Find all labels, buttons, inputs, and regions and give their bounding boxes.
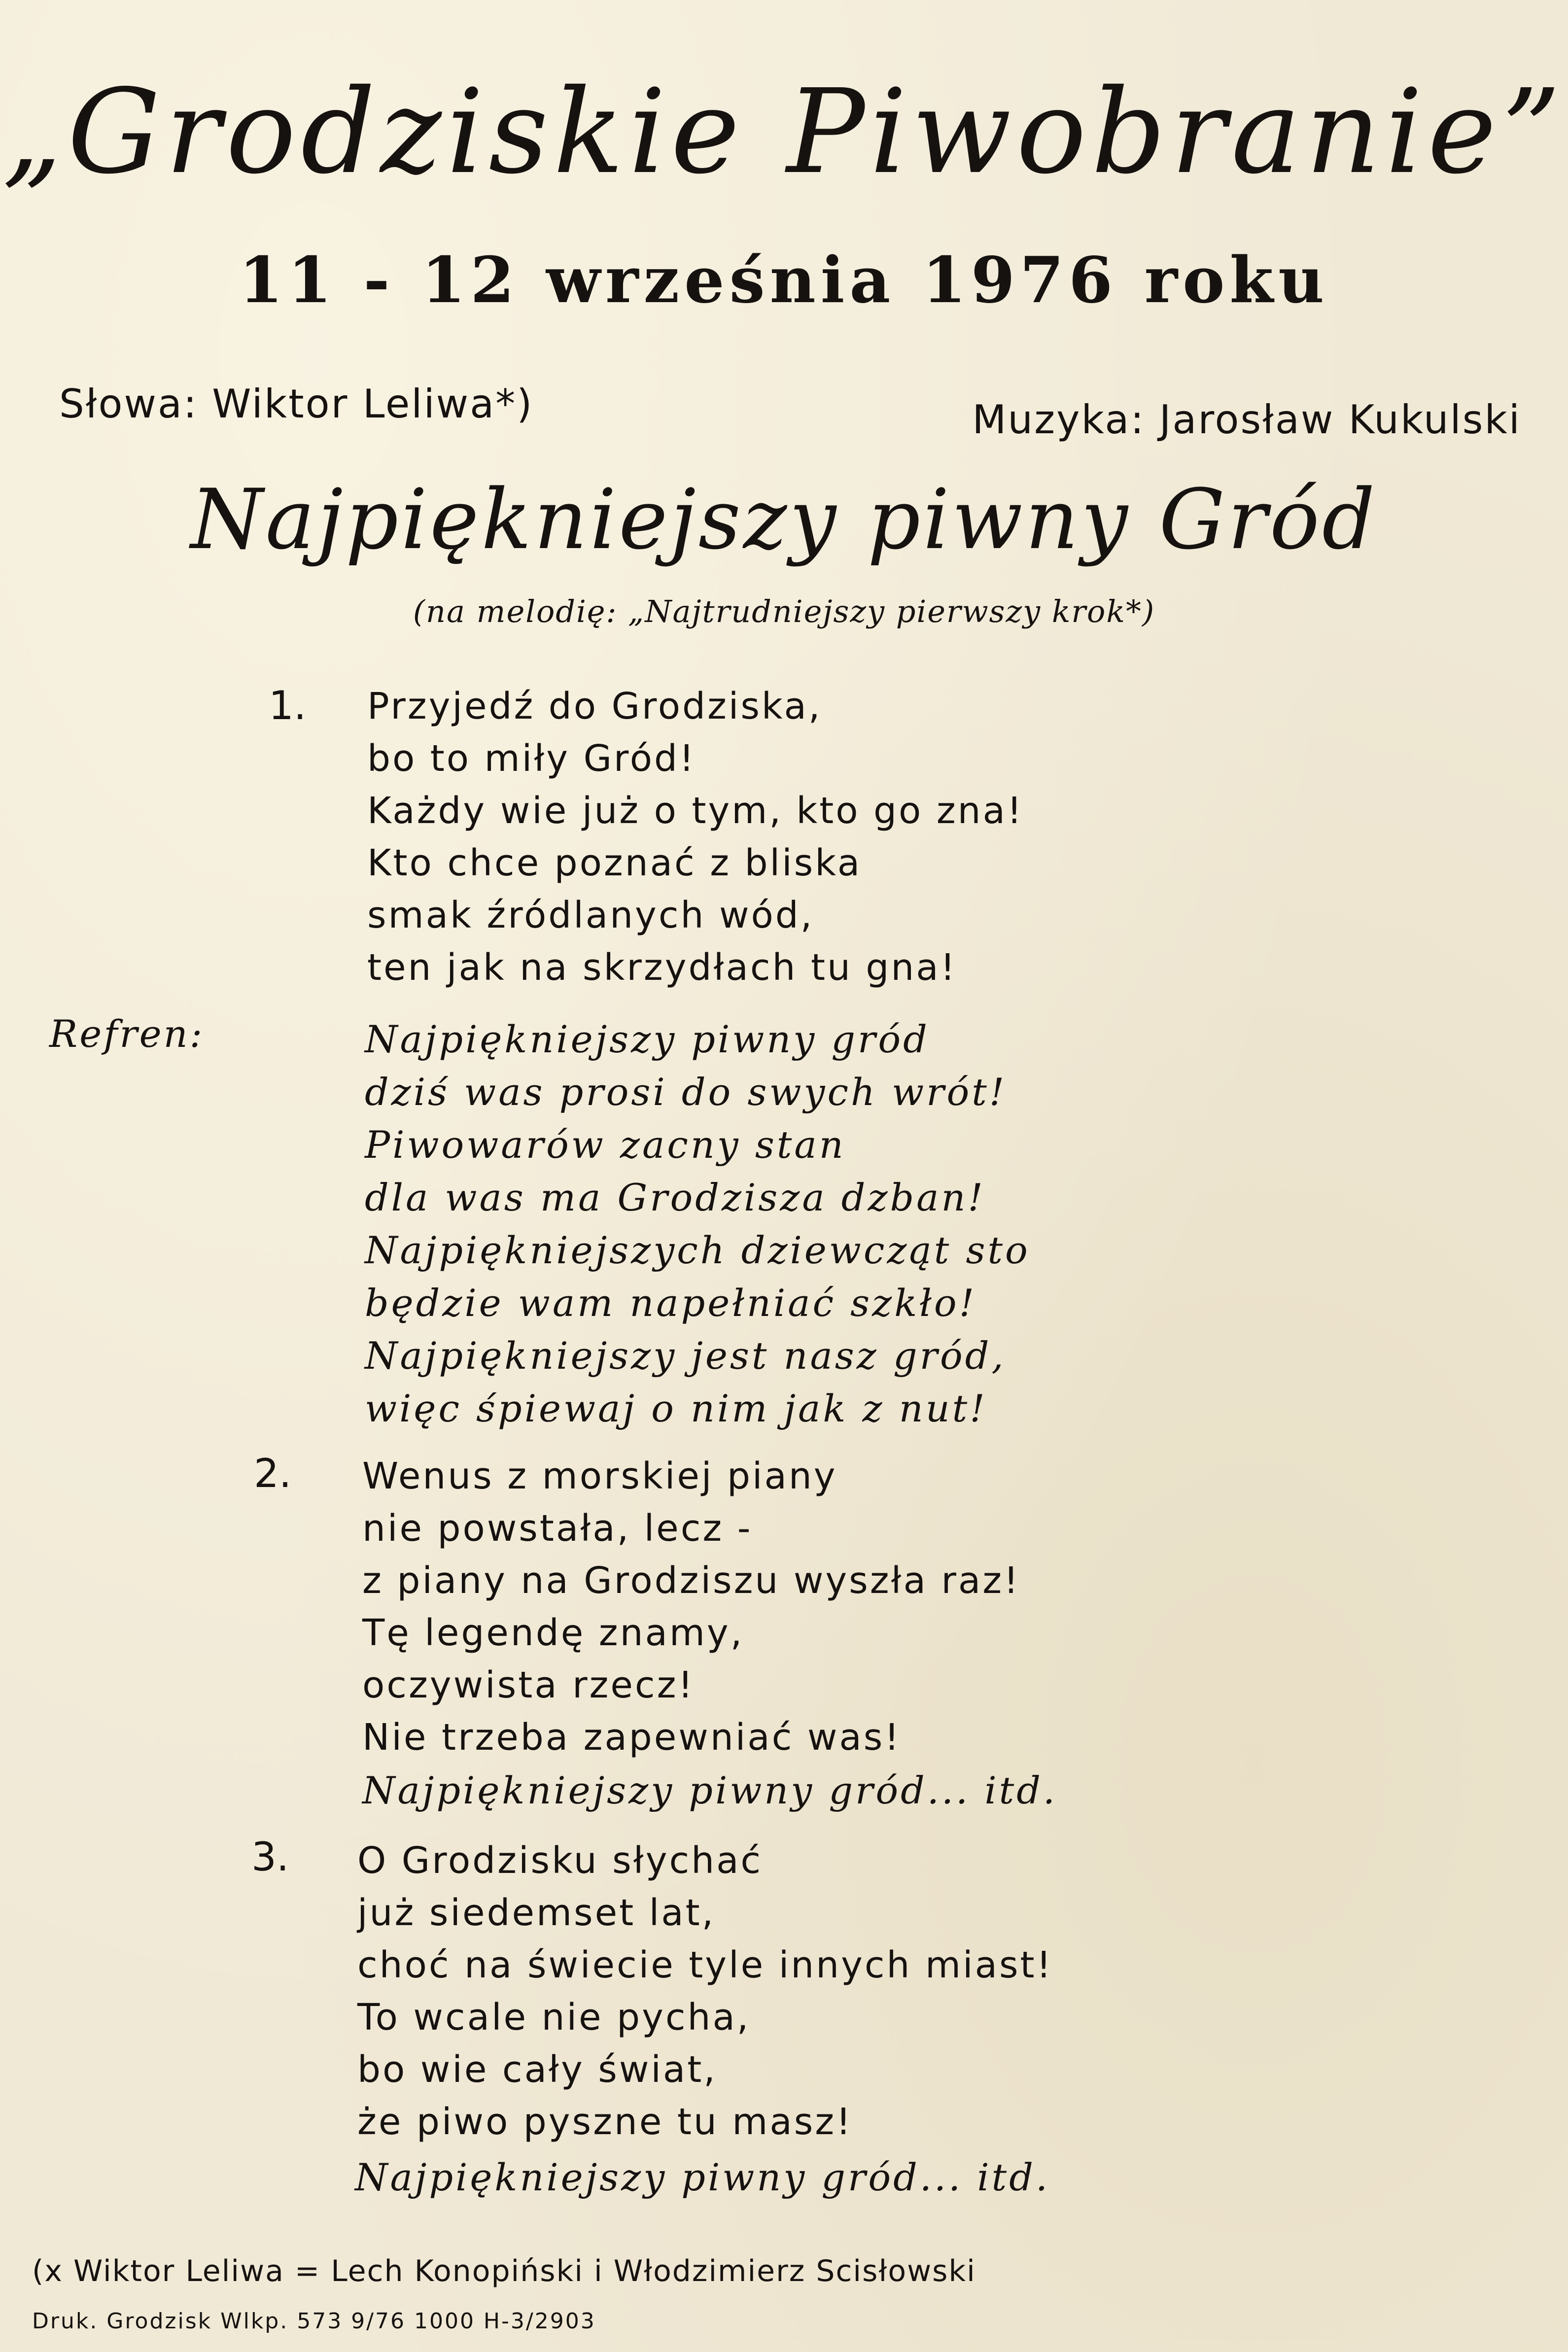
stanza-number: 1. xyxy=(269,683,307,728)
refrain-line: dziś was prosi do swych wrót! xyxy=(365,1070,1007,1114)
stanza-number: 3. xyxy=(251,1834,289,1880)
stanza-line: O Grodzisku słychać xyxy=(357,1839,763,1882)
event-date: 11 - 12 września 1976 roku xyxy=(239,243,1329,317)
stanza-line: Wenus z morskiej piany xyxy=(362,1455,837,1497)
stanza-line: choć na świecie tyle innych miast! xyxy=(357,1944,1053,1986)
refrain-line: dla was ma Grodzisza dzban! xyxy=(365,1176,985,1219)
stanza-line: oczywista rzecz! xyxy=(362,1664,695,1706)
melody-note: (na melodię: „Najtrudniejszy pierwszy krok*) xyxy=(413,593,1155,629)
stanza-line: nie powstała, lecz - xyxy=(362,1507,753,1550)
refrain-line: Najpiękniejszy piwny gród xyxy=(365,1017,930,1061)
stanza-line: bo wie cały świat, xyxy=(357,2048,717,2091)
refrain-line: będzie wam napełniać szkło! xyxy=(365,1281,977,1325)
song-title: Najpiękniejszy piwny Gród xyxy=(190,471,1378,568)
printer-imprint: Druk. Grodzisk Wlkp. 573 9/76 1000 H-3/2903 xyxy=(32,2309,596,2334)
music-credit: Muzyka: Jarosław Kukulski xyxy=(972,397,1521,443)
author-footnote: (x Wiktor Leliwa = Lech Konopiński i Włodzimierz Scisłowski xyxy=(32,2254,976,2288)
stanza-line: bo to miły Gród! xyxy=(367,737,696,780)
lyrics-credit: Słowa: Wiktor Leliwa*) xyxy=(59,381,534,427)
stanza-line: Tę legendę znamy, xyxy=(362,1612,744,1654)
stanza-line: Kto chce poznać z bliska xyxy=(367,842,862,884)
refrain-line: Najpiękniejszych dziewcząt sto xyxy=(365,1228,1030,1272)
stanza-number: 2. xyxy=(254,1451,292,1496)
stanza-3 xyxy=(357,1834,1053,2148)
stanza-2 xyxy=(362,1450,1020,1764)
stanza-1 xyxy=(367,680,1024,994)
stanza-line: Nie trzeba zapewniać was! xyxy=(362,1716,901,1759)
refrain-line: Najpiękniejszy jest nasz gród, xyxy=(365,1334,1006,1378)
stanza-line: z piany na Grodziszu wyszła raz! xyxy=(362,1559,1020,1602)
stanza-line: już siedemset lat, xyxy=(357,1892,716,1934)
refrain-label: Refren: xyxy=(49,1012,205,1056)
refrain-line: Piwowarów zacny stan xyxy=(365,1123,846,1167)
stanza-line: że piwo pyszne tu masz! xyxy=(357,2101,853,2143)
poster-title: „Grodziskie Piwobranie” xyxy=(2,64,1566,200)
stanza-line: Przyjedź do Grodziska, xyxy=(367,685,822,727)
stanza-line: To wcale nie pycha, xyxy=(357,1996,751,2039)
stanza-line: Każdy wie już o tym, kto go zna! xyxy=(367,790,1024,832)
refrain-reference: Najpiękniejszy piwny gród... itd. xyxy=(362,1768,1058,1812)
stanza-line: smak źródlanych wód, xyxy=(367,894,814,936)
refrain xyxy=(365,1013,1030,1435)
refrain-line: więc śpiewaj o nim jak z nut! xyxy=(365,1386,987,1430)
stanza-line: ten jak na skrzydłach tu gna! xyxy=(367,946,957,989)
refrain-reference: Najpiękniejszy piwny gród... itd. xyxy=(355,2155,1050,2199)
